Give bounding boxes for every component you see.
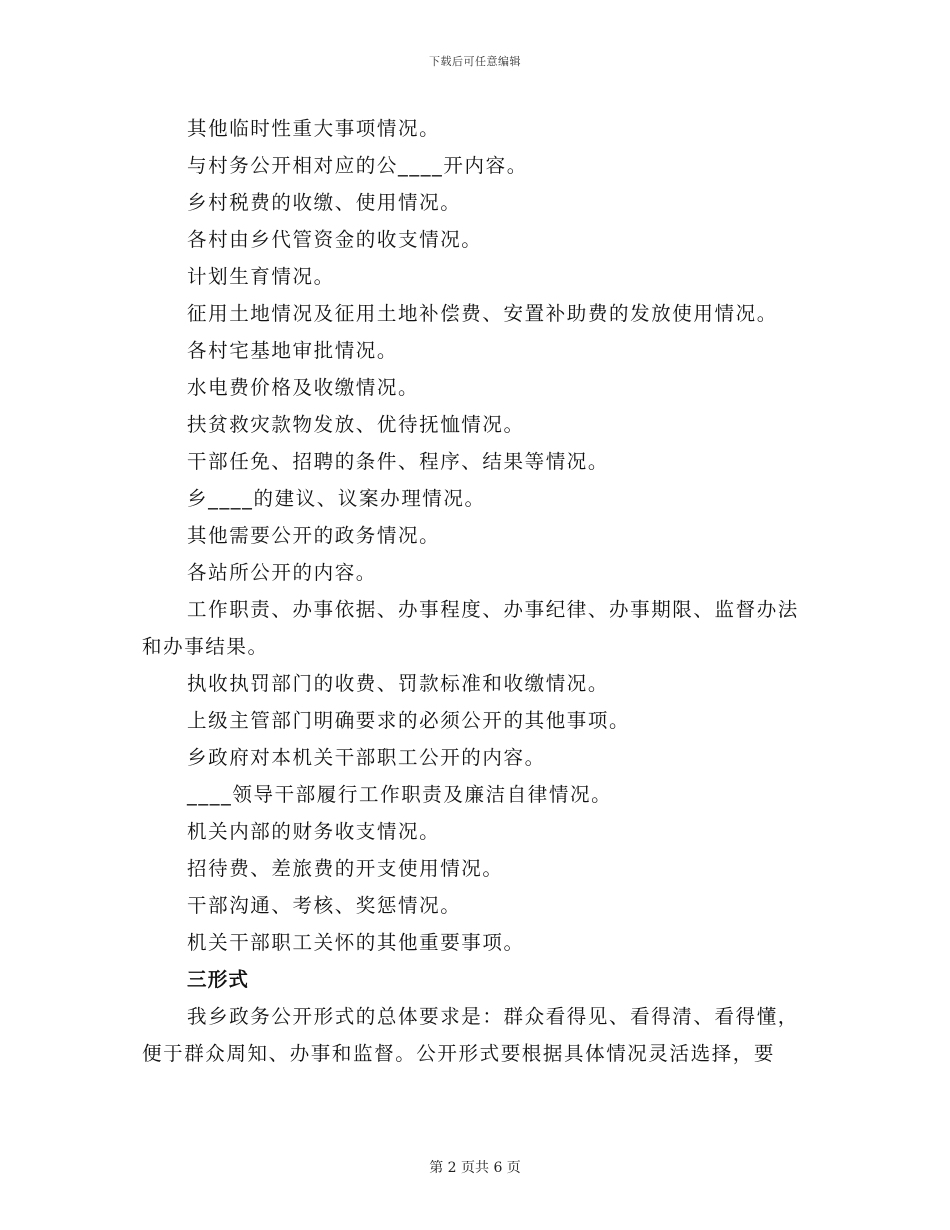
document-body (142, 110, 810, 1072)
paragraph: 计划生育情况。 (187, 265, 335, 288)
paragraph: 我乡政务公开形式的总体要求是：群众看得见、看得清、看得懂，便于群众周知、办事和监督。公开形式要根据具体情况灵活选择，要 (142, 1005, 799, 1065)
paragraph: 上级主管部门明确要求的必须公开的其他事项。 (187, 709, 631, 732)
paragraph: 其他需要公开的政务情况。 (187, 524, 441, 547)
paragraph: 机关干部职工关怀的其他重要事项。 (187, 931, 525, 954)
paragraph: 乡村税费的收缴、使用情况。 (187, 191, 462, 214)
paragraph: 乡政府对本机关干部职工公开的内容。 (187, 746, 546, 769)
paragraph: 各站所公开的内容。 (187, 561, 377, 584)
page-footer: 第 2 页共 6 页 (429, 1160, 521, 1176)
paragraph: 征用土地情况及征用土地补偿费、安置补助费的发放使用情况。 (187, 302, 778, 325)
paragraph: ____领导干部履行工作职责及廉洁自律情况。 (187, 783, 613, 806)
paragraph: 机关内部的财务收支情况。 (187, 820, 441, 843)
paragraph: 扶贫救灾款物发放、优待抚恤情况。 (187, 413, 525, 436)
page-header: 下载后可任意编辑 (429, 55, 521, 68)
paragraph: 水电费价格及收缴情况。 (187, 376, 420, 399)
paragraph: 招待费、差旅费的开支使用情况。 (187, 857, 504, 880)
paragraph: 各村由乡代管资金的收支情况。 (187, 228, 483, 251)
paragraph: 各村宅基地审批情况。 (187, 339, 399, 362)
paragraph: 工作职责、办事依据、办事程度、办事纪律、办事期限、监督办法和办事结果。 (142, 598, 799, 658)
paragraph: 乡____的建议、议案办理情况。 (187, 487, 486, 510)
paragraph: 其他临时性重大事项情况。 (187, 117, 441, 140)
section-heading: 三形式 (187, 968, 250, 991)
paragraph: 执收执罚部门的收费、罚款标准和收缴情况。 (187, 672, 610, 695)
paragraph: 干部沟通、考核、奖惩情况。 (187, 894, 462, 917)
paragraph: 与村务公开相对应的公____开内容。 (187, 154, 528, 177)
paragraph: 干部任免、招聘的条件、程序、结果等情况。 (187, 450, 610, 473)
